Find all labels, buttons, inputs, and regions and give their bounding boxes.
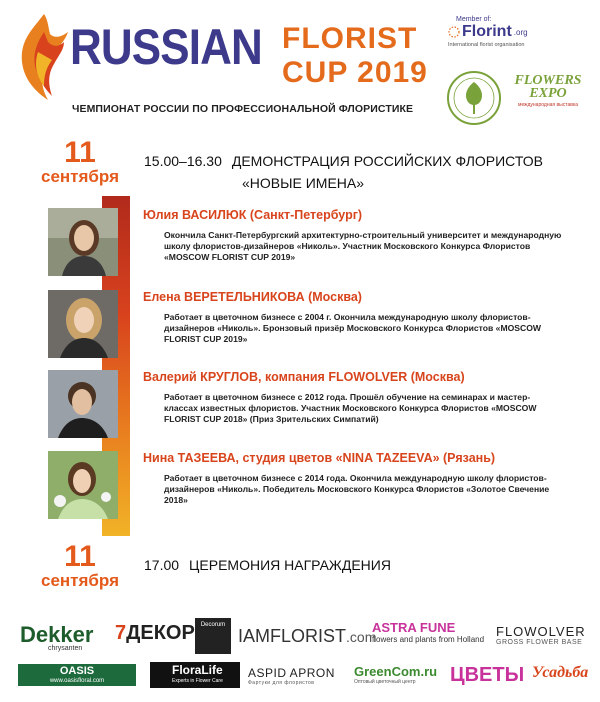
speaker-bio: Работает в цветочном бизнесе с 2012 года. Прошёл обучение на семинарах и мастер-классах известных флористов. Участник Московского Конкурса Флористов «MOSCOW FLORIST CUP 2018» (Приз Зрительских Симпатий) xyxy=(164,392,537,425)
speaker-bio: Работает в цветочном бизнесе с 2004 г. Окончила международную школу флористов-дизайнеров «Николь». Бронзовый призёр Московского Конкурса Флористов «MOSCOW FLORIST CUP 2019» xyxy=(164,312,542,345)
greencom-sub: Оптовый цветочный центр xyxy=(354,679,416,685)
speaker-name: Елена ВЕРЕТЕЛЬНИКОВА (Москва) xyxy=(143,290,362,304)
event1-title: ДЕМОНСТРАЦИЯ РОССИЙСКИХ ФЛОРИСТОВ xyxy=(231,153,543,169)
event1-date xyxy=(30,138,130,186)
speaker-name: Юлия ВАСИЛЮК (Санкт-Петербург) xyxy=(143,208,363,222)
decor7-seven: 7 xyxy=(115,622,127,644)
russian-florists-seal-icon xyxy=(444,70,504,126)
speaker-bio: Окончила Санкт-Петербургский архитектурно-строительный университет и международную школу флористов-дизайнеров «Николь». Участник Московского Конкурса Флористов «MOSCOW FLORIST CUP 2019» xyxy=(164,230,562,263)
flowers-expo-title: FLOWERS EXPO xyxy=(514,73,582,101)
astra-fune-logo xyxy=(372,620,484,644)
event1-title-line2: «НОВЫЕ ИМЕНА» xyxy=(242,175,365,191)
speaker-photo-image xyxy=(48,290,118,358)
florint-logo xyxy=(448,16,548,48)
florint-name-text: Florint xyxy=(462,23,512,40)
flame-logo-icon xyxy=(14,12,72,102)
speaker-card xyxy=(48,451,588,529)
oasis-logo xyxy=(18,664,136,686)
astra-name: ASTRA FUNE xyxy=(372,620,456,635)
florint-star-icon xyxy=(448,26,460,38)
decor7-logo xyxy=(115,622,195,645)
florint-org: .org xyxy=(513,27,528,37)
iamflorist-logo xyxy=(238,626,376,647)
floralife-name: FloraLife xyxy=(172,663,223,677)
flowers-expo-sub: международная выставка xyxy=(518,102,578,108)
speaker-bio: Работает в цветочном бизнесе с 2014 года. Окончила международную школу флористов-дизайнеров «Николь». Победитель Московского Конкурса Флористов «Золотое Свечение 2018» xyxy=(164,473,550,506)
usadba-logo: Усадьба xyxy=(532,664,589,681)
event1-time-row xyxy=(144,153,543,169)
flowers-expo-logo xyxy=(510,74,586,108)
title-florist: FLORIST xyxy=(282,22,418,55)
oasis-url: www.oasisfloral.com xyxy=(49,678,105,684)
floralife-logo xyxy=(150,662,240,688)
speaker-photo xyxy=(48,451,118,519)
event2-title: ЦЕРЕМОНИЯ НАГРАЖДЕНИЯ xyxy=(189,557,391,573)
greencom-name: GreenCom.ru xyxy=(354,664,438,679)
dekker-name: Dekker xyxy=(20,622,94,647)
speaker-photo-image xyxy=(48,370,118,438)
header xyxy=(0,0,600,128)
speaker-photo-image xyxy=(48,451,118,519)
iamflorist-name: IAMFLORIST xyxy=(238,626,347,646)
florint-tagline: International florist organisation xyxy=(448,42,525,48)
dekker-logo xyxy=(20,622,93,652)
iamflorist-com: .com xyxy=(346,629,377,645)
decorum-logo: Decorum xyxy=(195,618,231,654)
event1-day: 11 xyxy=(64,136,96,169)
title-cup: CUP 2019 xyxy=(282,56,428,89)
flowolver-sub: GROSS FLOWER BASE xyxy=(496,639,583,646)
greencom-logo xyxy=(354,664,437,685)
flowolver-name: FLOWOLVER xyxy=(496,624,586,639)
speaker-photo xyxy=(48,370,118,438)
oasis-name: OASIS xyxy=(59,665,95,677)
floralife-sub: Experts in Flower Care xyxy=(172,678,223,684)
subtitle: ЧЕМПИОНАТ РОССИИ ПО ПРОФЕССИОНАЛЬНОЙ ФЛОРИСТИКЕ xyxy=(72,103,414,115)
speaker-photo-image xyxy=(48,208,118,276)
decor7-text: ДЕКОР xyxy=(126,622,195,644)
event2-time-row xyxy=(144,557,391,573)
cvety-logo: ЦВЕТЫ xyxy=(450,664,525,686)
event2-day: 11 xyxy=(64,540,96,573)
speaker-card xyxy=(48,208,588,286)
speaker-name: Нина ТАЗЕЕВА, студия цветов «NINA TAZEEVA» (Рязань) xyxy=(143,451,496,465)
aspid-name: ASPID APRON xyxy=(248,666,335,680)
title-russian: RUSSIAN xyxy=(70,19,262,75)
speaker-card xyxy=(48,290,588,368)
speaker-card xyxy=(48,370,588,448)
aspid-sub: Фартуки для флористов xyxy=(248,680,315,686)
sponsors-strip xyxy=(0,612,600,702)
speaker-name: Валерий КРУГЛОВ, компания FLOWOLVER (Москва) xyxy=(143,370,465,384)
event2-month: сентября xyxy=(40,571,119,590)
aspid-apron-logo xyxy=(248,666,335,686)
dekker-sub: chrysanten xyxy=(48,645,83,652)
event1-month: сентября xyxy=(40,167,119,186)
speaker-photo xyxy=(48,290,118,358)
event2-time: 17.00 xyxy=(144,557,180,573)
event2-date xyxy=(30,542,130,590)
flowolver-logo xyxy=(496,624,586,646)
astra-tagline: flowers and plants from Holland xyxy=(372,635,485,644)
speaker-photo xyxy=(48,208,118,276)
event1-time: 15.00–16.30 xyxy=(144,153,222,169)
florint-name xyxy=(448,23,548,41)
florint-member-of: Member of: xyxy=(456,16,492,23)
